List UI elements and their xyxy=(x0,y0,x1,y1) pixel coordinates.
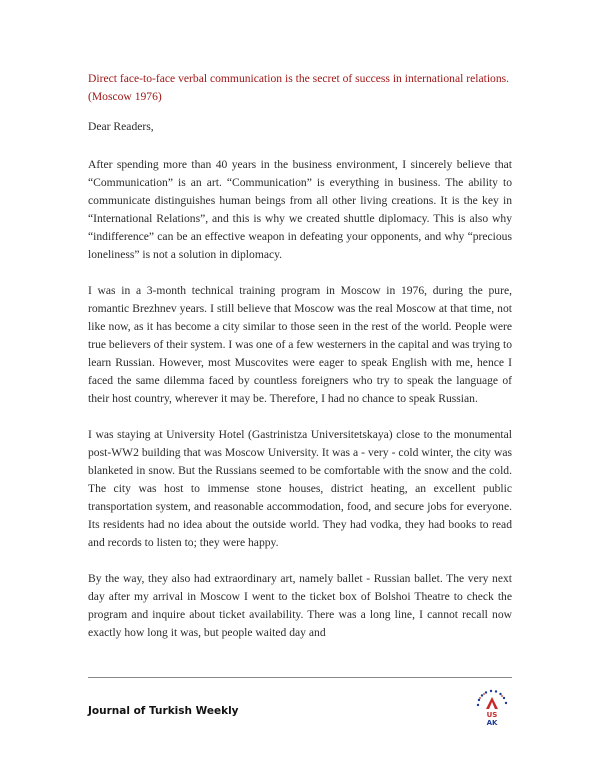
logo-text-top: US xyxy=(486,711,498,719)
paragraph-2: I was in a 3-month technical training program in Moscow in 1976, during the pure, romantic Brezhnev years. I still believe that Moscow was the real Moscow at that time, not like now, as it has become a city similar to those seen in the rest of the world. People were true believers of their system. I was one of a few westerners in the capital and was trying to learn Russian. However, most Muscovites were eager to speak English with me, hence I faced the same dilemma faced by countless foreigners who try to speak the language of their host country, wherever it may be. Therefore, I had no chance to speak Russian. xyxy=(88,284,512,405)
logo-text-bottom: AK xyxy=(486,719,498,727)
usak-logo-icon xyxy=(470,685,514,729)
journal-name: Journal of Turkish Weekly xyxy=(88,705,239,717)
paragraph-3: I was staying at University Hotel (Gastrinistza Universitetskaya) close to the monumental post-WW2 building that was Moscow University. It was a - very - cold winter, the city was blanketed in snow. But the Russians seemed to be comfortable with the snow and the cold. The city was host to immense stone houses, district heating, an excellent public transportation system, and reasonable accommodation, food, and secure jobs for everyone. Its residents had no idea about the outside world. They had vodka, they had books to read and records to listen to; they were happy. xyxy=(88,428,512,549)
footer-divider xyxy=(88,677,512,678)
article-title: Direct face-to-face verbal communication is the secret of success in international relations. (Moscow 1976) xyxy=(88,72,510,103)
paragraph-4: By the way, they also had extraordinary art, namely ballet - Russian ballet. The very next day after my arrival in Moscow I went to the ticket box of Bolshoi Theatre to check the program and inquire about ticket availability. There was a long line, I cannot recall now exactly how long it was, but people waited day and xyxy=(88,572,512,639)
document-body xyxy=(88,70,512,660)
greeting: Dear Readers, xyxy=(88,120,154,133)
paragraph-1: After spending more than 40 years in the business environment, I sincerely believe that “Communication” is an art. “Communication” is everything in business. The ability to communicate distinguishes human beings from all other living creations. It is the key in “International Relations”, and this is why we created shuttle diplomacy. This is also why “indifference” can be an effective weapon in defeating your opponents, and why “precious loneliness” is not a solution in diplomacy. xyxy=(88,158,512,261)
